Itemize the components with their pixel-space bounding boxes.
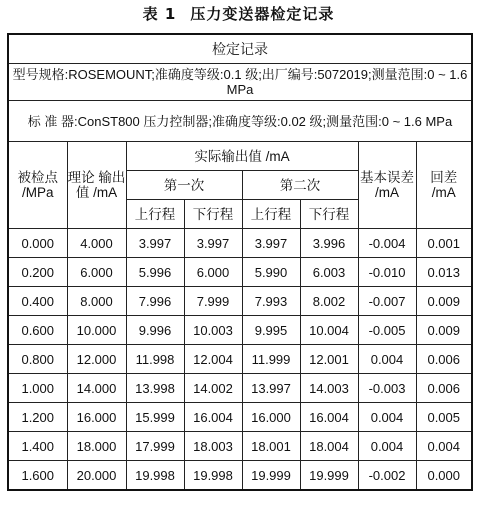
cell-hysteresis: 0.004	[416, 432, 472, 461]
cell-theory: 14.000	[67, 374, 126, 403]
cell-first-up: 17.999	[126, 432, 184, 461]
header-point: 被检点 /MPa	[8, 142, 67, 229]
cell-second-down: 6.003	[300, 258, 358, 287]
cell-second-down: 8.002	[300, 287, 358, 316]
header-second: 第二次	[242, 171, 358, 200]
table-row	[8, 316, 472, 345]
cell-first-up: 15.999	[126, 403, 184, 432]
cell-second-up: 11.999	[242, 345, 300, 374]
cell-second-up: 16.000	[242, 403, 300, 432]
cell-first-up: 19.998	[126, 461, 184, 491]
cell-second-down: 19.999	[300, 461, 358, 491]
cell-second-up: 9.995	[242, 316, 300, 345]
cell-first-up: 11.998	[126, 345, 184, 374]
calibration-record-table	[7, 33, 473, 491]
cell-point: 0.000	[8, 229, 67, 258]
cell-first-down: 18.003	[184, 432, 242, 461]
table-row	[8, 461, 472, 491]
cell-second-up: 5.990	[242, 258, 300, 287]
cell-error: -0.003	[358, 374, 416, 403]
cell-second-up: 18.001	[242, 432, 300, 461]
cell-point: 1.400	[8, 432, 67, 461]
table-row	[8, 403, 472, 432]
cell-point: 0.400	[8, 287, 67, 316]
data-rows	[8, 229, 472, 491]
header-hysteresis: 回差 /mA	[416, 142, 472, 229]
cell-theory: 10.000	[67, 316, 126, 345]
table-row	[8, 432, 472, 461]
cell-error: 0.004	[358, 403, 416, 432]
header-error: 基本误差 /mA	[358, 142, 416, 229]
cell-first-down: 16.004	[184, 403, 242, 432]
cell-point: 1.200	[8, 403, 67, 432]
cell-first-down: 12.004	[184, 345, 242, 374]
cell-theory: 18.000	[67, 432, 126, 461]
header-first-down: 下行程	[184, 200, 242, 229]
cell-second-up: 13.997	[242, 374, 300, 403]
cell-hysteresis: 0.009	[416, 287, 472, 316]
cell-error: -0.005	[358, 316, 416, 345]
cell-first-up: 3.997	[126, 229, 184, 258]
cell-first-down: 10.003	[184, 316, 242, 345]
table-caption	[0, 0, 477, 28]
cell-second-down: 3.996	[300, 229, 358, 258]
cell-hysteresis: 0.009	[416, 316, 472, 345]
table-row	[8, 229, 472, 258]
cell-second-down: 12.001	[300, 345, 358, 374]
cell-point: 0.800	[8, 345, 67, 374]
cell-second-up: 3.997	[242, 229, 300, 258]
cell-first-down: 6.000	[184, 258, 242, 287]
cell-point: 1.600	[8, 461, 67, 491]
cell-theory: 20.000	[67, 461, 126, 491]
cell-first-down: 3.997	[184, 229, 242, 258]
cell-theory: 12.000	[67, 345, 126, 374]
cell-second-down: 18.004	[300, 432, 358, 461]
table-row	[8, 258, 472, 287]
cell-theory: 16.000	[67, 403, 126, 432]
cell-first-up: 5.996	[126, 258, 184, 287]
header-second-up: 上行程	[242, 200, 300, 229]
header-theory: 理论 输出值 /mA	[67, 142, 126, 229]
cell-point: 0.600	[8, 316, 67, 345]
cell-hysteresis: 0.001	[416, 229, 472, 258]
cell-theory: 8.000	[67, 287, 126, 316]
table-title: 压力变送器检定记录	[190, 5, 335, 23]
cell-error: -0.004	[358, 229, 416, 258]
cell-first-up: 9.996	[126, 316, 184, 345]
header-first-up: 上行程	[126, 200, 184, 229]
header-second-down: 下行程	[300, 200, 358, 229]
cell-first-down: 19.998	[184, 461, 242, 491]
cell-error: -0.002	[358, 461, 416, 491]
cell-hysteresis: 0.000	[416, 461, 472, 491]
table-row	[8, 345, 472, 374]
cell-second-down: 10.004	[300, 316, 358, 345]
cell-error: 0.004	[358, 432, 416, 461]
record-title: 检定记录	[8, 34, 472, 64]
cell-second-up: 19.999	[242, 461, 300, 491]
cell-error: -0.007	[358, 287, 416, 316]
header-actual: 实际输出值 /mA	[126, 142, 358, 171]
cell-second-down: 16.004	[300, 403, 358, 432]
header-first: 第一次	[126, 171, 242, 200]
cell-point: 1.000	[8, 374, 67, 403]
standard-info: 标 准 器:ConST800 压力控制器;准确度等级:0.02 级;测量范围:0 ~ 1.6 MPa	[8, 101, 472, 142]
cell-first-up: 13.998	[126, 374, 184, 403]
cell-point: 0.200	[8, 258, 67, 287]
cell-first-down: 7.999	[184, 287, 242, 316]
cell-theory: 6.000	[67, 258, 126, 287]
table-row	[8, 374, 472, 403]
cell-hysteresis: 0.006	[416, 374, 472, 403]
cell-hysteresis: 0.005	[416, 403, 472, 432]
cell-second-down: 14.003	[300, 374, 358, 403]
cell-error: 0.004	[358, 345, 416, 374]
device-info: 型号规格:ROSEMOUNT;准确度等级:0.1 级;出厂编号:5072019;测量范围:0 ~ 1.6 MPa	[8, 64, 472, 101]
cell-hysteresis: 0.013	[416, 258, 472, 287]
table-number: 表 1	[142, 5, 177, 23]
cell-hysteresis: 0.006	[416, 345, 472, 374]
cell-first-down: 14.002	[184, 374, 242, 403]
cell-error: -0.010	[358, 258, 416, 287]
cell-first-up: 7.996	[126, 287, 184, 316]
cell-second-up: 7.993	[242, 287, 300, 316]
table-row	[8, 287, 472, 316]
cell-theory: 4.000	[67, 229, 126, 258]
